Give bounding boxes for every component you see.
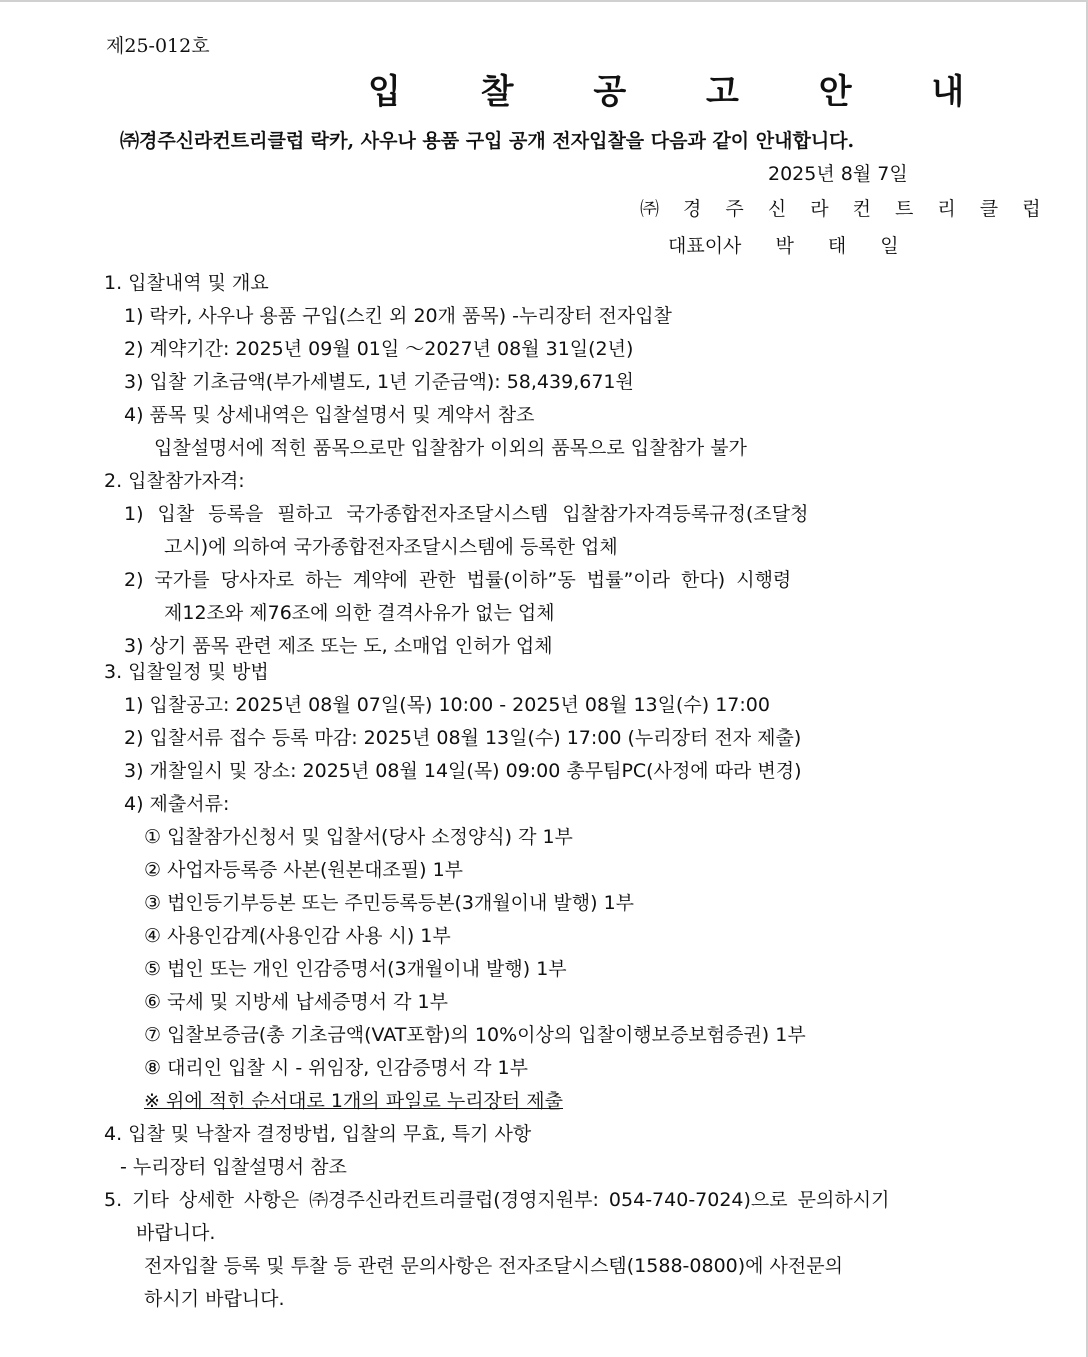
issuer-organization: ㈜ 경 주 신 라 컨 트 리 클 럽: [640, 198, 1050, 220]
section-1-item-1: 1) 락카, 사우나 용품 구입(스킨 외 20개 품목) -누리장터 전자입찰: [124, 305, 672, 327]
document-subtitle: ㈜경주신라컨트리클럽 락카, 사우나 용품 구입 공개 전자입찰을 다음과 같이 안내합니다.: [120, 130, 855, 152]
section-3-item-4: 4) 제출서류:: [124, 793, 230, 815]
section-4-item-1: - 누리장터 입찰설명서 참조: [120, 1156, 347, 1178]
section-3-item-1: 1) 입찰공고: 2025년 08월 07일(목) 10:00 - 2025년 08월 13일(수) 17:00: [124, 694, 770, 716]
section-2-item-2-line-1: 2) 국가를 당사자로 하는 계약에 관한 법률(이하”동 법률”이라 한다) 시행령: [124, 569, 792, 591]
required-document-7: ⑦ 입찰보증금(총 기초금액(VAT포함)의 10%이상의 입찰이행보증보험증권) 1부: [144, 1024, 806, 1046]
document-title: 입 찰 공 고 안 내: [368, 72, 999, 112]
section-2-item-2-line-2: 제12조와 제76조에 의한 결격사유가 없는 업체: [164, 602, 555, 624]
section-1-item-4-detail: 입찰설명서에 적힌 품목으로만 입찰참가 이외의 품목으로 입찰참가 불가: [154, 437, 747, 459]
section-5-line-3: 전자입찰 등록 및 투찰 등 관련 문의사항은 전자조달시스템(1588-0800)에 사전문의: [144, 1255, 843, 1277]
section-2-heading: 2. 입찰참가자격:: [104, 470, 245, 492]
section-1-item-4: 4) 품목 및 상세내역은 입찰설명서 및 계약서 참조: [124, 404, 535, 426]
section-3-item-2: 2) 입찰서류 접수 등록 마감: 2025년 08월 13일(수) 17:00 (누리장터 전자 제출): [124, 727, 802, 749]
section-1-heading: 1. 입찰내역 및 개요: [104, 272, 269, 294]
notice-date: 2025년 8월 7일: [768, 163, 908, 185]
required-document-6: ⑥ 국세 및 지방세 납세증명서 각 1부: [144, 991, 448, 1013]
section-2-item-1-line-1: 1) 입찰 등록을 필하고 국가종합전자조달시스템 입찰참가자격등록규정(조달청: [124, 503, 809, 525]
section-2-item-1-line-2: 고시)에 의하여 국가종합전자조달시스템에 등록한 업체: [164, 536, 618, 558]
section-4-heading: 4. 입찰 및 낙찰자 결정방법, 입찰의 무효, 특기 사항: [104, 1123, 532, 1145]
page-top-border: [0, 0, 1088, 2]
required-document-5: ⑤ 법인 또는 개인 인감증명서(3개월이내 발행) 1부: [144, 958, 567, 980]
section-5-line-2: 바랍니다.: [136, 1222, 216, 1244]
section-3-heading: 3. 입찰일정 및 방법: [104, 661, 269, 683]
required-document-1: ① 입찰참가신청서 및 입찰서(당사 소정양식) 각 1부: [144, 826, 573, 848]
section-5-line-4: 하시기 바랍니다.: [144, 1288, 285, 1310]
section-1-item-2: 2) 계약기간: 2025년 09월 01일 ～2027년 08월 31일(2년): [124, 338, 634, 360]
required-document-3: ③ 법인등기부등본 또는 주민등록등본(3개월이내 발행) 1부: [144, 892, 635, 914]
section-1-item-3: 3) 입찰 기초금액(부가세별도, 1년 기준금액): 58,439,671원: [124, 371, 634, 393]
section-5-line-1: 5. 기타 상세한 사항은 ㈜경주신라컨트리클럽(경영지원부: 054-740-7024)으로 문의하시기: [104, 1189, 890, 1211]
required-document-8: ⑧ 대리인 입찰 시 - 위임장, 인감증명서 각 1부: [144, 1057, 528, 1079]
required-document-2: ② 사업자등록증 사본(원본대조필) 1부: [144, 859, 464, 881]
document-serial-number: 제25-012호: [106, 35, 210, 57]
section-2-item-3: 3) 상기 품목 관련 제조 또는 도, 소매업 인허가 업체: [124, 635, 553, 657]
issuer-representative: 대표이사 박 태 일: [668, 235, 899, 257]
required-document-4: ④ 사용인감계(사용인감 사용 시) 1부: [144, 925, 451, 947]
submission-note: ※ 위에 적힌 순서대로 1개의 파일로 누리장터 제출: [144, 1090, 564, 1112]
section-3-item-3: 3) 개찰일시 및 장소: 2025년 08월 14일(목) 09:00 총무팀PC(사정에 따라 변경): [124, 760, 802, 782]
